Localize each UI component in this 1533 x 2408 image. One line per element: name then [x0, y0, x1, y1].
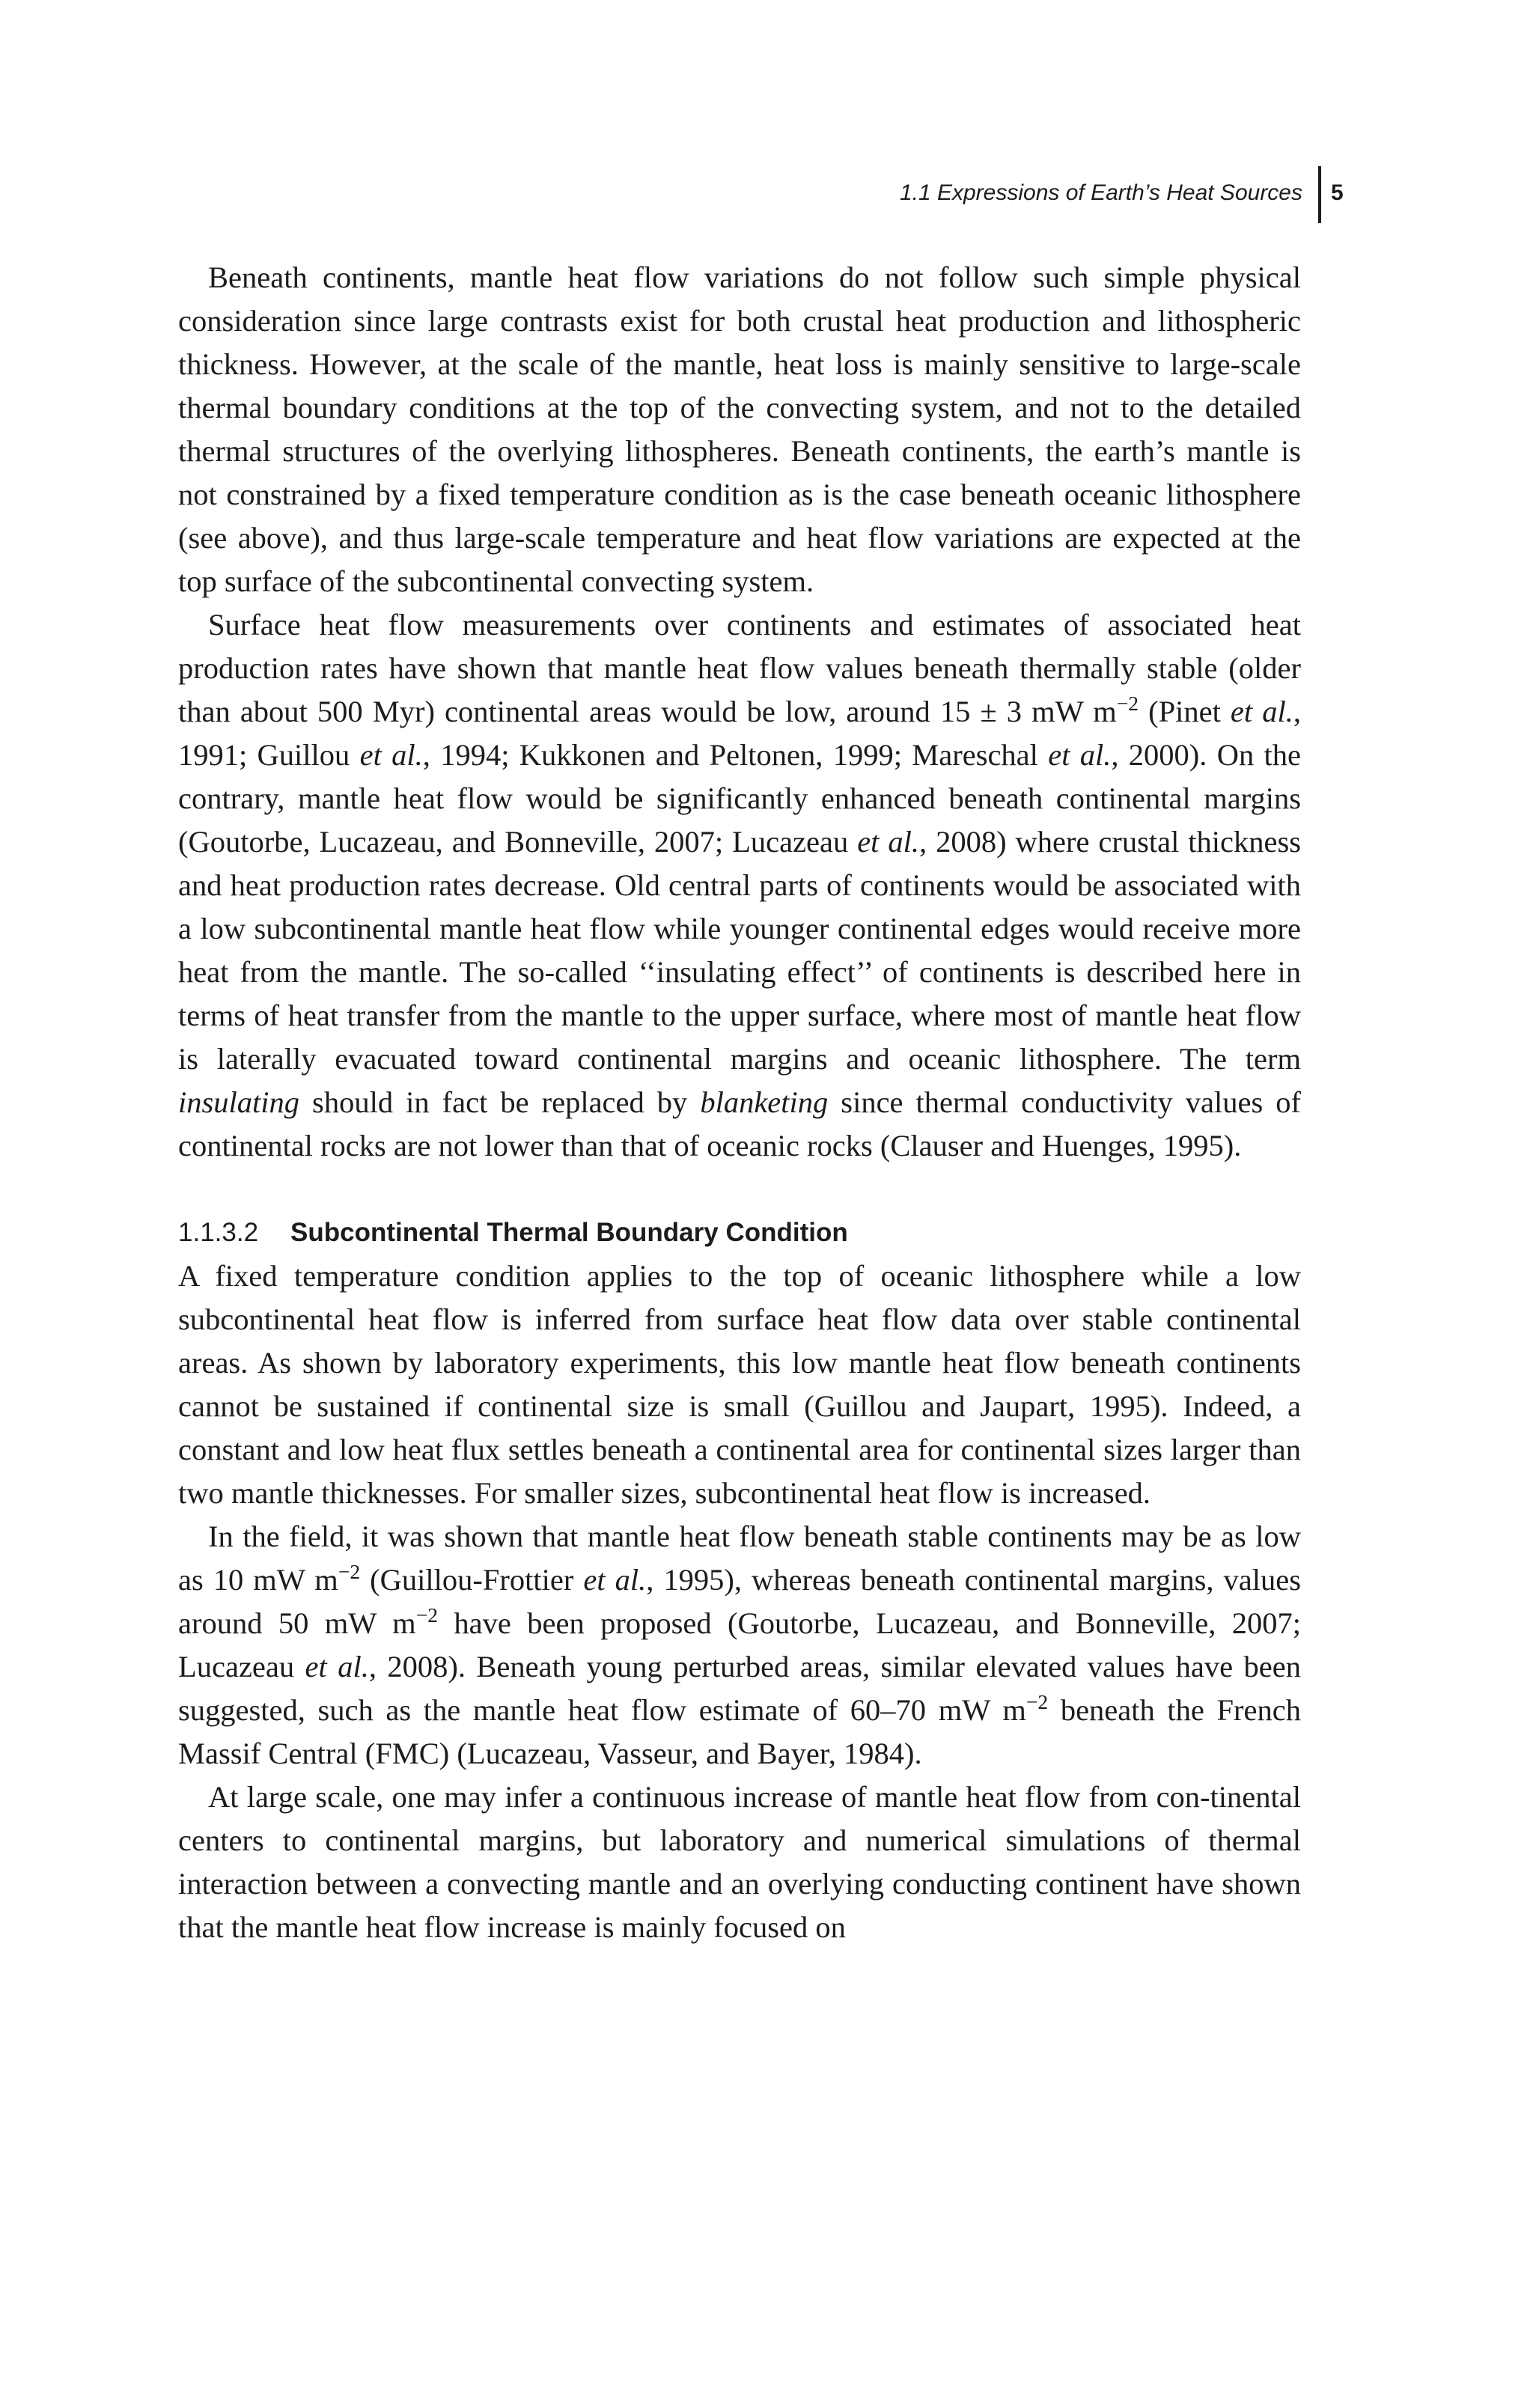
header-divider	[1318, 166, 1321, 223]
superscript: −2	[1116, 691, 1139, 715]
text-span: (Guillou-Frottier	[360, 1563, 584, 1597]
paragraph-4	[178, 1515, 1301, 1775]
text-span: , 1994; Kukkonen and Peltonen, 1999; Mareschal	[422, 738, 1049, 772]
text-span: , 1995), whereas beneath continental margins, values around 50 mW m	[178, 1563, 1301, 1640]
text-span: have been proposed (Goutorbe, Lucazeau, and Bonneville, 2007; Lucazeau	[178, 1606, 1301, 1683]
citation-et-al: et al.	[1230, 695, 1293, 728]
text-span: should in fact be replaced by	[299, 1085, 701, 1119]
paragraph-3: A fixed temperature condition applies to the top of oceanic lithosphere while a low subcontinental heat flow is inferred from surface heat flow data over stable continental areas. As shown by laboratory experiments, this low mantle heat flow beneath continents cannot be sustained if continental size is small (Guillou and Jaupart, 1995). Indeed, a constant and low heat flux settles beneath a continental area for continental sizes larger than two mantle thicknesses. For smaller sizes, subcontinental heat flow is increased.	[178, 1259, 1301, 1510]
citation-et-al: et al.	[359, 738, 423, 772]
text-span: , 2000). On the contrary, mantle heat flow would be significantly enhanced beneath continental margins (Goutorbe, Lucazeau, and Bonneville, 2007; Lucazeau	[178, 738, 1301, 859]
section-heading	[178, 1211, 1301, 1255]
superscript: −2	[1025, 1689, 1049, 1713]
citation-et-al: et al.	[857, 825, 919, 859]
text-span: In the field, it was shown that mantle heat flow beneath stable continents may be as low as 10 mW m	[178, 1520, 1301, 1597]
running-head: 1.1 Expressions of Earth’s Heat Sources	[899, 180, 1302, 205]
page-number: 5	[1331, 180, 1344, 205]
emphasis-blanketing: blanketing	[700, 1085, 829, 1119]
section-number: 1.1.3.2	[178, 1218, 259, 1247]
paragraph-1: Beneath continents, mantle heat flow variations do not follow such simple physical consideration since large contrasts exist for both crustal heat production and lithospheric thickness. However, at the scale of the mantle, heat loss is mainly sensitive to large-scale thermal boundary conditions at the top of the convecting system, and not to the detailed thermal structures of the overlying lithospheres. Beneath continents, the earth’s mantle is not constrained by a fixed temperature condition as is the case beneath oceanic lithosphere (see above), and thus large-scale temperature and heat flow variations are expected at the top surface of the subcontinental convecting system.	[178, 260, 1301, 598]
emphasis-insulating: insulating	[178, 1085, 300, 1119]
text-span: Surface heat flow measurements over continents and estimates of associated heat production rates have shown that mantle heat flow values beneath thermally stable (older than about 500 Myr) continental areas would be low, around 15 ± 3 mW m	[178, 608, 1301, 728]
section-title: Subcontinental Thermal Boundary Condition	[290, 1218, 848, 1247]
superscript: −2	[338, 1559, 361, 1583]
text-span: , 2008) where crustal thickness and heat production rates decrease. Old central parts of continents would be associated with a low subcontinental mantle heat flow while younger continental edges would receive more heat from the mantle. The so-called ‘‘insulating effect’’ of continents is described here in terms of heat transfer from the mantle to the upper surface, where most of mantle heat flow is laterally evacuated toward continental margins and oceanic lithosphere. The term	[178, 825, 1302, 1076]
text-span: , 1991; Guillou	[178, 695, 1301, 772]
body-text	[178, 256, 1301, 1949]
paragraph-2	[178, 603, 1301, 1168]
text-span: since thermal conductivity values of continental rocks are not lower than that of oceanic rocks (Clauser and Huenges, 1995).	[178, 1085, 1301, 1162]
citation-et-al: et al.	[583, 1563, 647, 1597]
text-span: (Pinet	[1139, 695, 1231, 728]
citation-et-al: et al.	[1048, 738, 1112, 772]
paragraph-5: At large scale, one may infer a continuous increase of mantle heat flow from con-tinental centers to continental margins, but laboratory and numerical simulations of thermal interaction between a convecting mantle and an overlying conducting continent have shown that the mantle heat flow increase is mainly focused on	[178, 1780, 1301, 1944]
text-span: beneath the French Massif Central (FMC) (Lucazeau, Vasseur, and Bayer, 1984).	[178, 1693, 1301, 1770]
citation-et-al: et al.	[305, 1650, 369, 1683]
text-span: , 2008). Beneath young perturbed areas, similar elevated values have been suggested, such as the mantle heat flow estimate of 60–70 mW m	[178, 1650, 1301, 1727]
superscript: −2	[415, 1603, 438, 1627]
